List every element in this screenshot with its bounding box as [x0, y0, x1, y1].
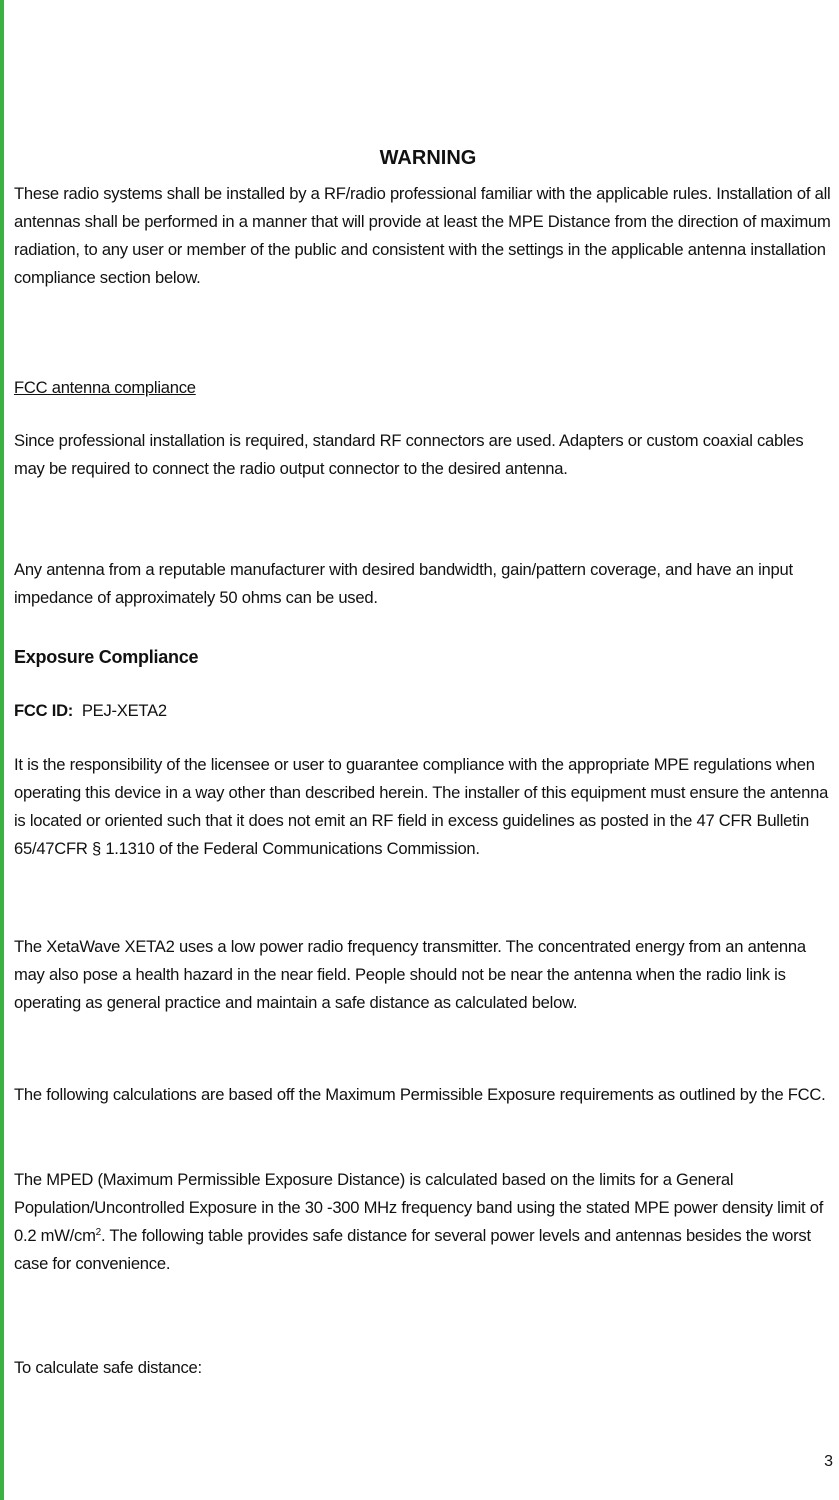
fcc-paragraph-1: Since professional installation is required, standard RF connectors are used. Adapters or custom coaxial cables may be required to connect the radio output connector to the desired antenna.	[14, 431, 804, 478]
exposure-paragraph-1: It is the responsibility of the licensee or user to guarantee compliance with the appropriate MPE regulations when operating this device in a way other than described herein. The installer of this equipment must ensure the antenna is located or oriented such that it does not emit an RF field in excess guidelines as posted in the 47 CFR Bulletin 65/47CFR § 1.1310 of the Federal Communications Commission.	[14, 755, 829, 858]
exposure-paragraph-2: The XetaWave XETA2 uses a low power radio frequency transmitter. The concentrated energy from an antenna may also pose a health hazard in the near field. People should not be near the antenna when the radio link is operating as general practice and maintain a safe distance as calculated below.	[14, 937, 806, 1012]
intro-paragraph: These radio systems shall be installed by a RF/radio professional familiar with the applicable rules. Installation of all antennas shall be performed in a manner that will provide at least the MPE Distance from the direction of maximum radiation, to any user or member of the public and consistent with the settings in the applicable antenna installation compliance section below.	[14, 184, 831, 287]
calc-line: To calculate safe distance:	[14, 1358, 202, 1377]
warning-title: WARNING	[379, 147, 477, 169]
mped-superscript: 2	[95, 1227, 101, 1238]
mped-text-after: . The following table provides safe distance for several power levels and antennas besides the worst case for convenience.	[14, 1226, 811, 1273]
page-number: 3	[824, 1453, 833, 1470]
left-margin-rule	[0, 0, 4, 1500]
mped-text-before: The MPED (Maximum Permissible Exposure Distance) is calculated based on the limits for a General Population/Uncontrolled Exposure in the 30 -300 MHz frequency band using the stated MPE power density limit of 0.2 mW/cm	[14, 1170, 824, 1245]
fcc-paragraph-2: Any antenna from a reputable manufacturer with desired bandwidth, gain/pattern coverage, and have an input impedance of approximately 50 ohms can be used.	[14, 560, 793, 607]
exposure-paragraph-3: The following calculations are based off the Maximum Permissible Exposure requirements as outlined by the FCC.	[14, 1085, 826, 1104]
fcc-id-line	[14, 697, 836, 725]
fcc-antenna-compliance-heading: FCC antenna compliance	[14, 378, 196, 397]
exposure-compliance-heading: Exposure Compliance	[14, 647, 199, 667]
mped-paragraph	[14, 1166, 836, 1278]
fcc-id-value: PEJ-XETA2	[81, 701, 167, 720]
fcc-id-label: FCC ID:	[14, 701, 74, 720]
